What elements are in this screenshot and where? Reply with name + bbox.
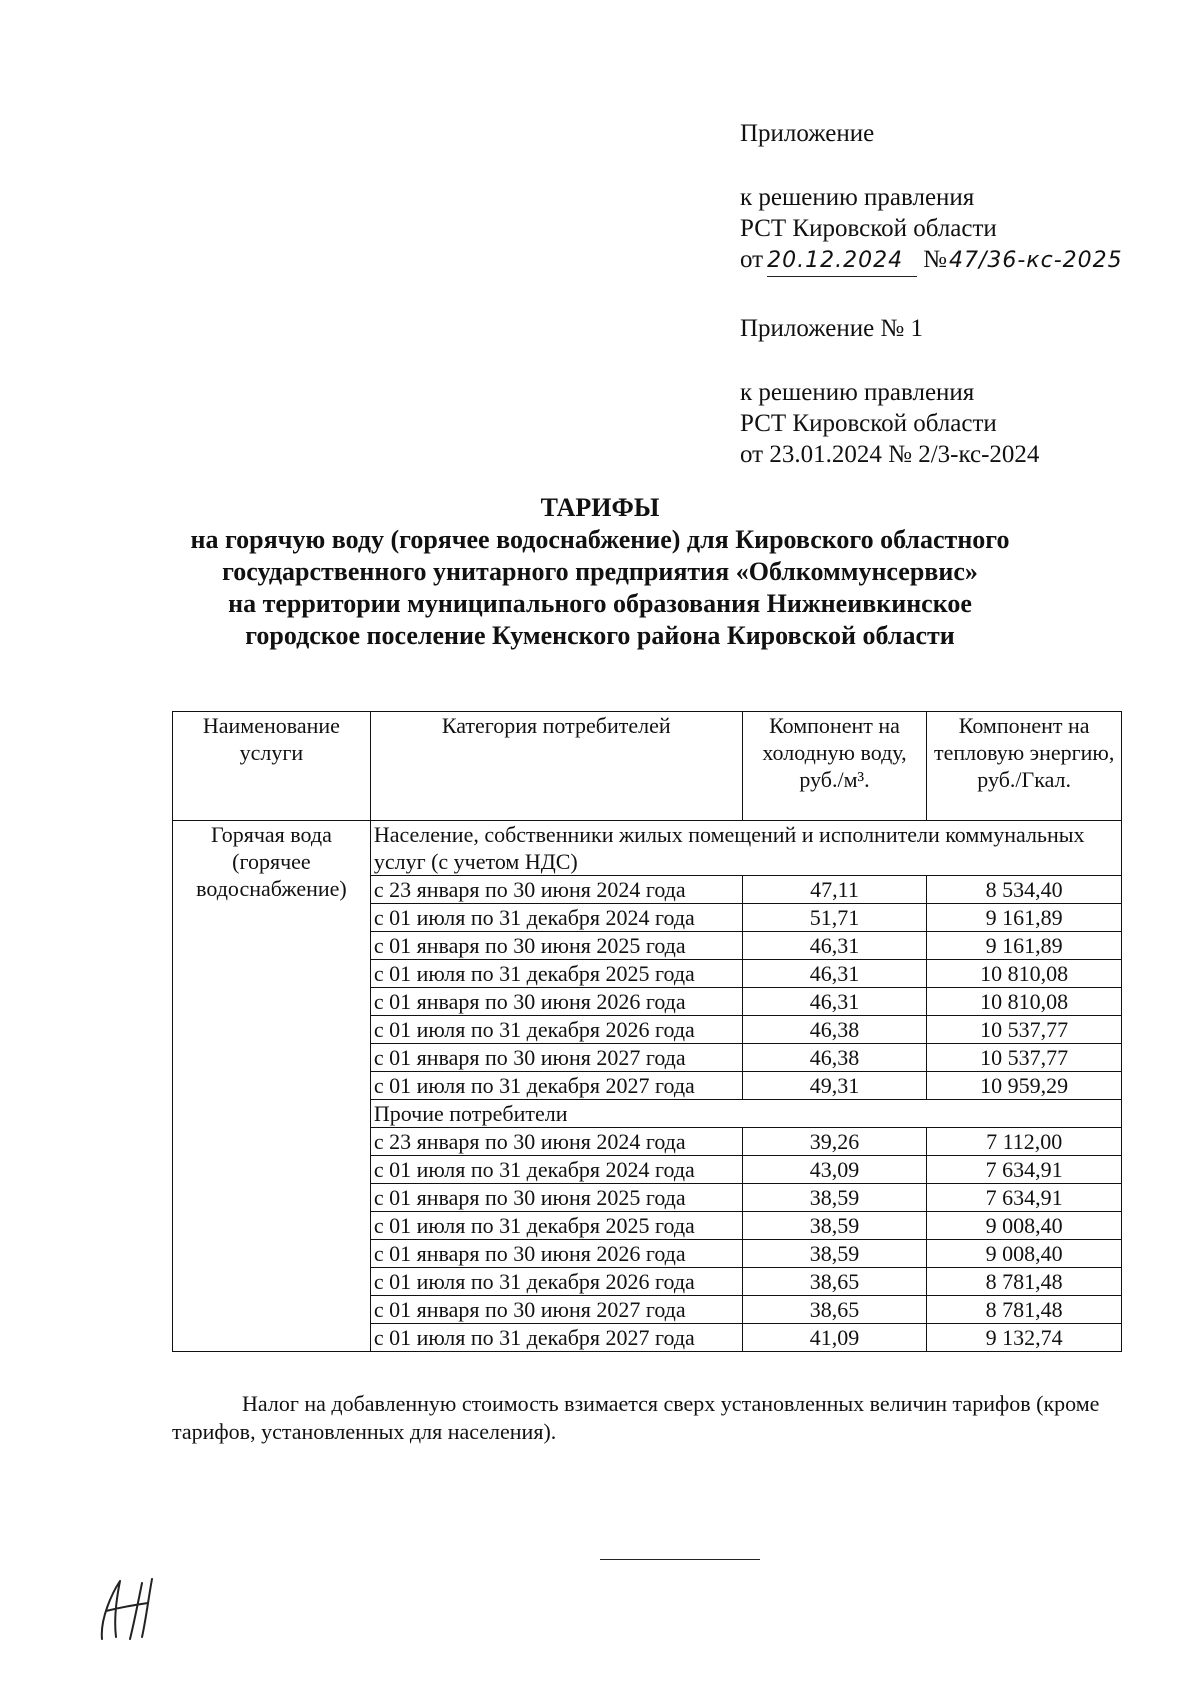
approval-block [740, 118, 1123, 470]
vat-note-text: Налог на добавленную стоимость взимается сверх установленных величин тарифов (кроме тарифов, установленных для населения). [172, 1391, 1100, 1444]
tariff-period: с 01 июля по 31 декабря 2027 года [370, 1324, 742, 1352]
tariff-period: с 01 января по 30 июня 2027 года [370, 1044, 742, 1072]
cold-water-value: 49,31 [742, 1072, 927, 1100]
tariff-period: с 01 июля по 31 декабря 2026 года [370, 1016, 742, 1044]
title-main: ТАРИФЫ [540, 493, 660, 522]
cold-water-value: 38,59 [742, 1184, 927, 1212]
tariff-period: с 01 июля по 31 декабря 2025 года [370, 960, 742, 988]
category-label: Население, собственники жилых помещений и исполнители коммунальных услуг (с учетом НДС) [370, 821, 1121, 876]
category-row [173, 821, 1122, 876]
approval-heading: Приложение [740, 120, 875, 147]
tariff-period: с 01 января по 30 июня 2025 года [370, 1184, 742, 1212]
heat-energy-value: 10 537,77 [927, 1016, 1122, 1044]
tariff-period: с 01 января по 30 июня 2027 года [370, 1296, 742, 1324]
header-water-component: Компонент на холодную воду, руб./м³. [742, 712, 927, 821]
tariff-period: с 01 июля по 31 декабря 2024 года [370, 904, 742, 932]
title-line-1: на горячую воду (горячее водоснабжение) для Кировского областного [190, 525, 1010, 554]
title-line-2: государственного унитарного предприятия «Облкоммунсервис» [222, 557, 978, 586]
category-label: Прочие потребители [370, 1100, 1121, 1128]
tariff-period: с 01 января по 30 июня 2025 года [370, 932, 742, 960]
cold-water-value: 46,38 [742, 1044, 927, 1072]
separator-line [600, 1559, 760, 1560]
tariff-table-body [173, 712, 1122, 1352]
heat-energy-value: 10 959,29 [927, 1072, 1122, 1100]
tariff-table [172, 711, 1122, 1352]
approval-date-line [740, 244, 1123, 277]
cold-water-value: 46,38 [742, 1016, 927, 1044]
tariff-period: с 23 января по 30 июня 2024 года [370, 1128, 742, 1156]
heat-energy-value: 8 781,48 [927, 1268, 1122, 1296]
original-approval-heading: Приложение № 1 [740, 315, 924, 342]
date-prefix: от [740, 246, 764, 273]
cold-water-value: 38,65 [742, 1296, 927, 1324]
heat-energy-value: 7 112,00 [927, 1128, 1122, 1156]
heat-energy-value: 10 537,77 [927, 1044, 1122, 1072]
tariff-period: с 01 июля по 31 декабря 2024 года [370, 1156, 742, 1184]
tariff-period: с 01 января по 30 июня 2026 года [370, 988, 742, 1016]
original-approval-date-line: от 23.01.2024 № 2/3-кс-2024 [740, 441, 1040, 468]
cold-water-value: 38,65 [742, 1268, 927, 1296]
heat-energy-value: 7 634,91 [927, 1184, 1122, 1212]
original-approval-line-decision: к решению правления [740, 379, 975, 406]
heat-energy-value: 10 810,08 [927, 960, 1122, 988]
heat-energy-value: 9 161,89 [927, 904, 1122, 932]
heat-energy-value: 7 634,91 [927, 1156, 1122, 1184]
cold-water-value: 43,09 [742, 1156, 927, 1184]
title-line-3: на территории муниципального образования Нижнеивкинское [228, 589, 972, 618]
cold-water-value: 38,59 [742, 1212, 927, 1240]
cold-water-value: 38,59 [742, 1240, 927, 1268]
tariff-period: с 01 июля по 31 декабря 2025 года [370, 1212, 742, 1240]
signature [90, 1575, 180, 1645]
cold-water-value: 46,31 [742, 960, 927, 988]
cold-water-value: 39,26 [742, 1128, 927, 1156]
heat-energy-value: 8 781,48 [927, 1296, 1122, 1324]
heat-energy-value: 9 008,40 [927, 1212, 1122, 1240]
cold-water-value: 46,31 [742, 988, 927, 1016]
number-sign: № [923, 246, 947, 273]
heat-energy-value: 9 132,74 [927, 1324, 1122, 1352]
handwritten-date: 20.12.2024 [767, 245, 917, 277]
heat-energy-value: 10 810,08 [927, 988, 1122, 1016]
approval-line-authority: РСТ Кировской области [740, 215, 997, 242]
title-line-4: городское поселение Куменского района Кировской области [245, 621, 955, 650]
heat-energy-value: 9 008,40 [927, 1240, 1122, 1268]
header-heat-component: Компонент на тепловую энергию, руб./Гкал. [927, 712, 1122, 821]
original-approval-line-authority: РСТ Кировской области [740, 410, 997, 437]
service-name: Горячая вода (горячее водоснабжение) [173, 821, 371, 1352]
approval-line-decision: к решению правления [740, 184, 975, 211]
tariff-period: с 01 июля по 31 декабря 2026 года [370, 1268, 742, 1296]
tariff-period: с 01 января по 30 июня 2026 года [370, 1240, 742, 1268]
vat-note [172, 1390, 1122, 1446]
cold-water-value: 51,71 [742, 904, 927, 932]
heat-energy-value: 8 534,40 [927, 876, 1122, 904]
tariff-period: с 01 июля по 31 декабря 2027 года [370, 1072, 742, 1100]
table-header-row [173, 712, 1122, 821]
document-title [100, 492, 1100, 652]
header-category: Категория потребителей [370, 712, 742, 821]
cold-water-value: 47,11 [742, 876, 927, 904]
cold-water-value: 46,31 [742, 932, 927, 960]
heat-energy-value: 9 161,89 [927, 932, 1122, 960]
handwritten-number: 47/36-кс-2025 [948, 248, 1123, 273]
tariff-period: с 23 января по 30 июня 2024 года [370, 876, 742, 904]
header-service: Наименование услуги [173, 712, 371, 821]
cold-water-value: 41,09 [742, 1324, 927, 1352]
